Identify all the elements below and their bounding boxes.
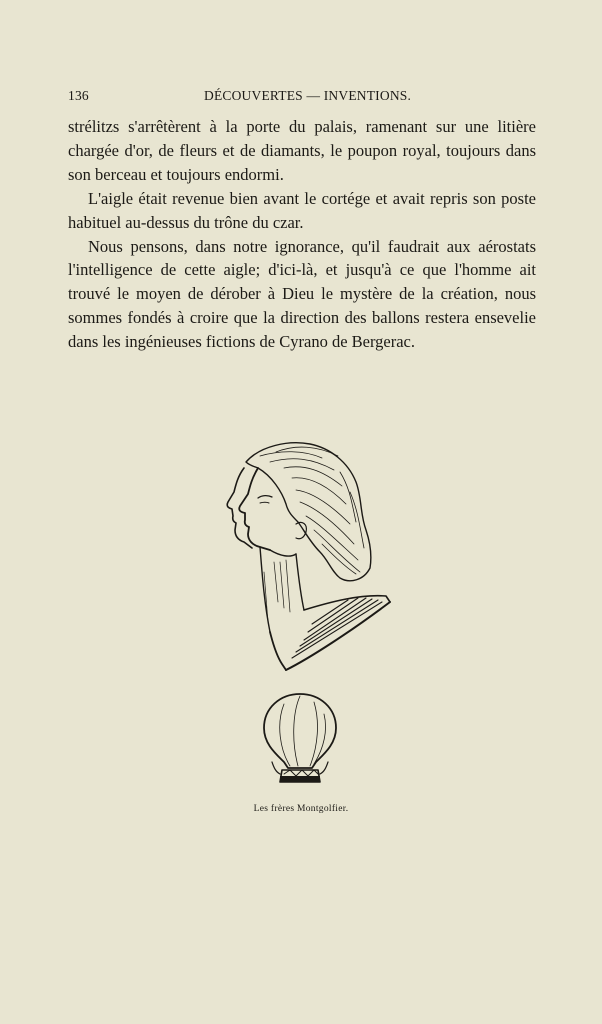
body-text bbox=[68, 115, 536, 354]
paragraph-2: L'aigle était revenue bien avant le cortége et avait repris son poste habituel au-dessus du trône du czar. bbox=[68, 188, 536, 232]
figure-caption: Les frères Montgolfier. bbox=[253, 804, 349, 814]
paragraph-1: strélitzs s'arrêtèrent à la porte du palais, ramenant sur une litière chargée d'or, de fleurs et de diamants, le poupon royal, toujours dans son berceau et toujours endormi. bbox=[68, 117, 536, 184]
paragraph-3: Nous pensons, dans notre ignorance, qu'il faudrait aux aérostats l'intelligence de cette aigle; d'ici-là, et jusqu'à ce que l'homme ait trouvé le moyen de dérober à Dieu le mystère de la création, nous sommes fondés à croire que la direction des ballons restera ensevelie dans les ingénieuses fictions de Cyrano de Bergerac. bbox=[68, 236, 536, 352]
page-number: 136 bbox=[68, 88, 89, 103]
montgolfier-portrait-illustration bbox=[200, 432, 400, 792]
running-head bbox=[68, 88, 536, 108]
running-title: DÉCOUVERTES — INVENTIONS. bbox=[204, 88, 412, 103]
